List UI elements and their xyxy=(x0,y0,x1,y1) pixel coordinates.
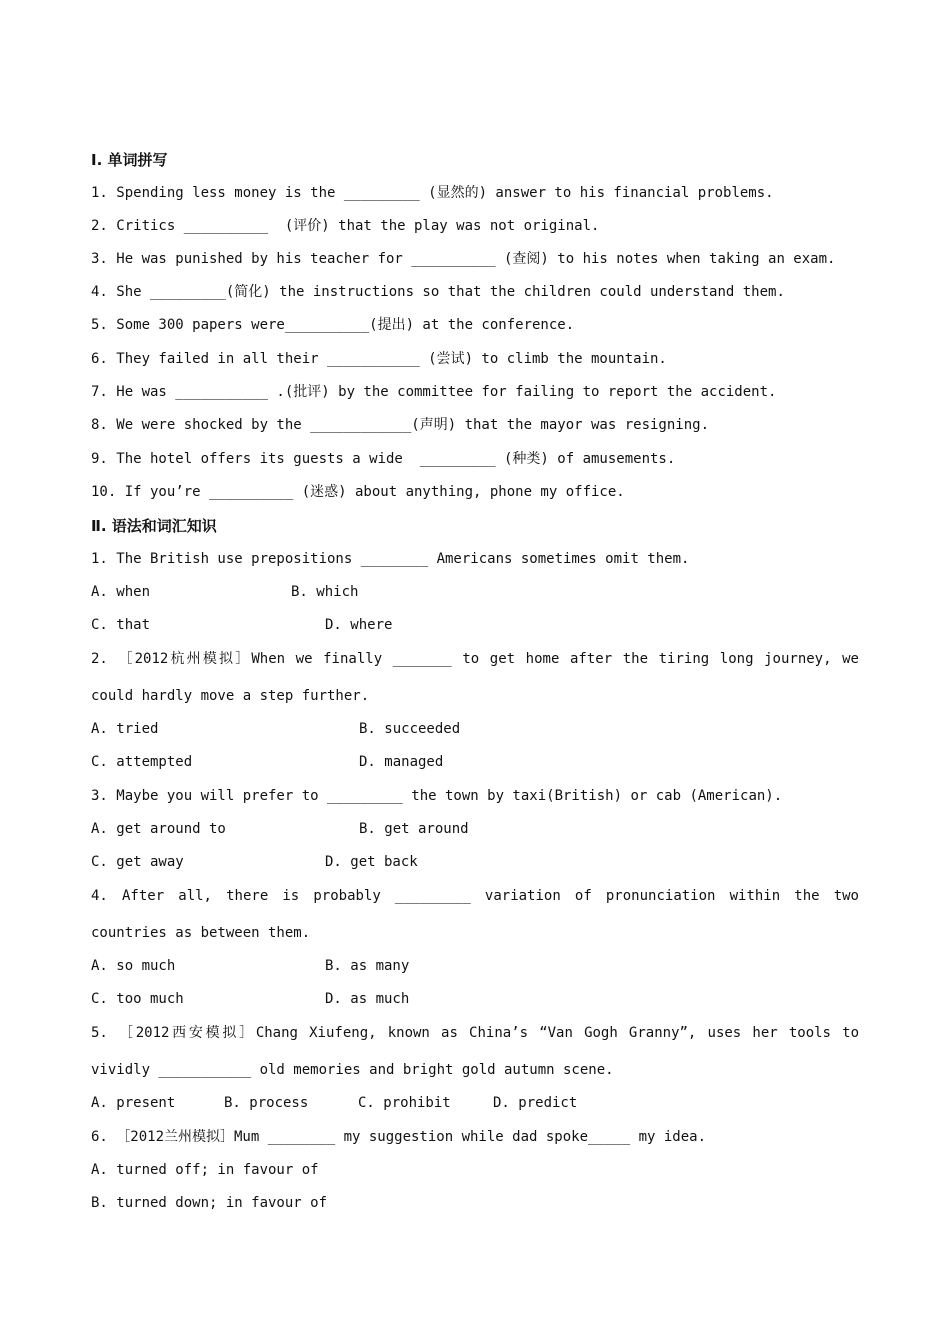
spelling-item-7: 7. He was ___________ .(批评) by the committee for failing to report the accident. xyxy=(91,384,777,400)
question-5-option-c: C. prohibit xyxy=(358,1095,451,1111)
question-1-option-c: C. that xyxy=(91,617,151,633)
spelling-item-5: 5. Some 300 papers were__________(提出) at the conference. xyxy=(91,317,575,333)
question-6-option-a: A. turned off; in favour of xyxy=(91,1162,319,1178)
spelling-item-6: 6. They failed in all their ___________ (尝试) to climb the mountain. xyxy=(91,351,667,367)
question-2-stem-line-2: could hardly move a step further. xyxy=(91,688,370,704)
question-6-stem: 6. ［2012兰州模拟］Mum ________ my suggestion while dad spoke_____ my idea. xyxy=(91,1129,707,1145)
question-6-option-b: B. turned down; in favour of xyxy=(91,1195,328,1211)
question-4-option-b: B. as many xyxy=(325,958,410,974)
question-4-option-c: C. too much xyxy=(91,991,184,1007)
question-1-option-d: D. where xyxy=(325,617,393,633)
question-5-option-b: B. process xyxy=(224,1095,309,1111)
question-4-option-a: A. so much xyxy=(91,958,176,974)
spelling-item-3: 3. He was punished by his teacher for __________ (查阅) to his notes when taking an exam. xyxy=(91,251,836,267)
question-5-stem-line-1: 5. ［2012西安模拟］Chang Xiufeng, known as China’s “Van Gogh Granny”, uses her tools to xyxy=(91,1025,859,1041)
section-heading-grammar: Ⅱ. 语法和词汇知识 xyxy=(91,517,217,535)
question-3-stem: 3. Maybe you will prefer to _________ the town by taxi(British) or cab (American). xyxy=(91,788,783,804)
section-heading-spelling: Ⅰ. 单词拼写 xyxy=(91,151,168,169)
question-3-option-c: C. get away xyxy=(91,854,184,870)
question-3-option-d: D. get back xyxy=(325,854,418,870)
question-5-option-a: A. present xyxy=(91,1095,176,1111)
question-5-option-d: D. predict xyxy=(493,1095,578,1111)
question-2-option-c: C. attempted xyxy=(91,754,193,770)
question-3-option-b: B. get around xyxy=(359,821,469,837)
question-1-option-a: A. when xyxy=(91,584,151,600)
question-2-option-a: A. tried xyxy=(91,721,159,737)
question-1-option-b: B. which xyxy=(291,584,359,600)
question-4-option-d: D. as much xyxy=(325,991,410,1007)
question-5-stem-line-2: vividly ___________ old memories and bright gold autumn scene. xyxy=(91,1062,614,1078)
question-4-stem-line-1: 4. After all, there is probably _________ variation of pronunciation within the two xyxy=(91,888,859,904)
question-3-option-a: A. get around to xyxy=(91,821,226,837)
question-4-stem-line-2: countries as between them. xyxy=(91,925,311,941)
spelling-item-9: 9. The hotel offers its guests a wide _________ (种类) of amusements. xyxy=(91,451,676,467)
spelling-item-4: 4. She _________(简化) the instructions so that the children could understand them. xyxy=(91,284,785,300)
spelling-item-8: 8. We were shocked by the ____________(声明) that the mayor was resigning. xyxy=(91,417,710,433)
question-2-option-b: B. succeeded xyxy=(359,721,461,737)
question-1-stem: 1. The British use prepositions ________ Americans sometimes omit them. xyxy=(91,551,690,567)
question-2-option-d: D. managed xyxy=(359,754,444,770)
spelling-item-2: 2. Critics __________ (评价) that the play was not original. xyxy=(91,218,600,234)
spelling-item-1: 1. Spending less money is the _________ (显然的) answer to his financial problems. xyxy=(91,185,774,201)
question-2-stem-line-1: 2. ［2012杭州模拟］When we finally _______ to get home after the tiring long journey, we xyxy=(91,651,859,667)
spelling-item-10: 10. If you’re __________ (迷惑) about anything, phone my office. xyxy=(91,484,625,500)
